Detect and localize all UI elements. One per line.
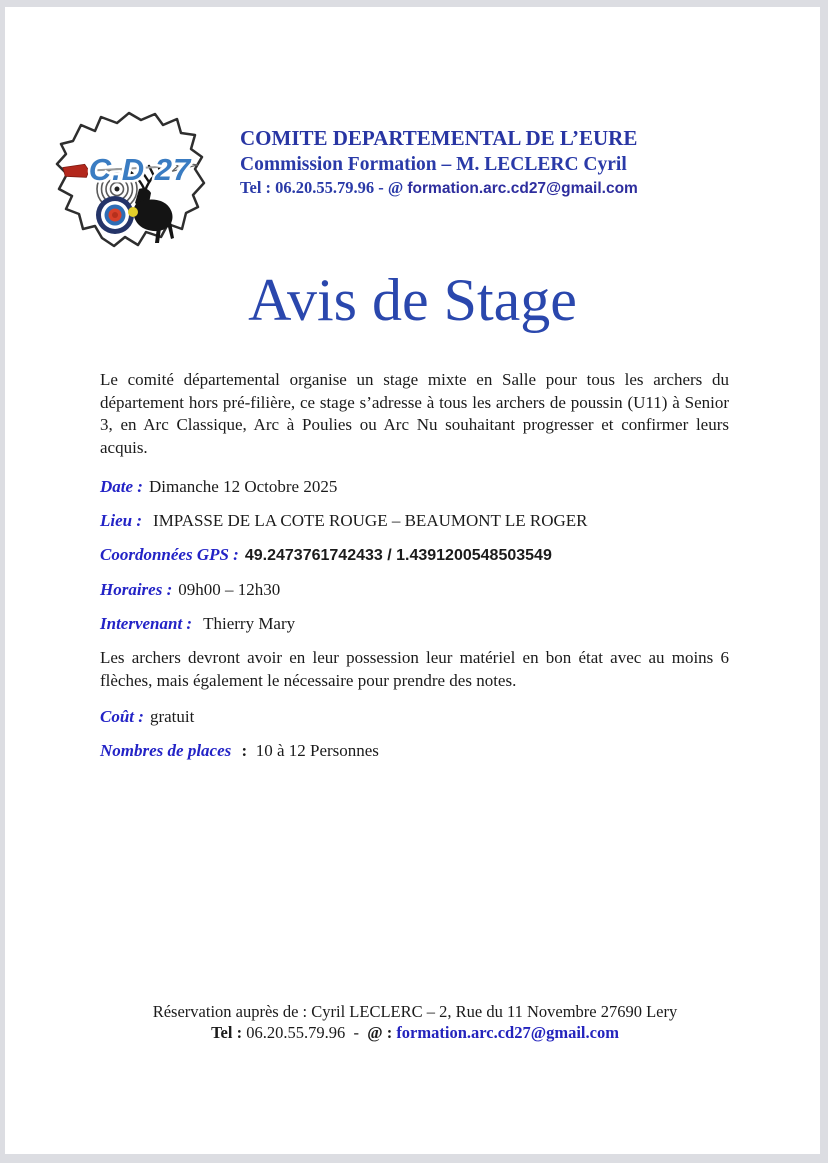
- footer-email: formation.arc.cd27@gmail.com: [396, 1022, 619, 1042]
- cd27-logo-graphic: [45, 103, 215, 253]
- places-label: Nombres de places: [100, 741, 232, 760]
- cout-value: gratuit: [149, 707, 195, 726]
- intro-paragraph: Le comité départemental organise un stage mixte en Salle pour tous les archers du département hors pré-filière, ce stage s’adresse à tous les archers de poussin (U11) à Senior 3, en Arc Classique, Arc à Poulies ou Arc Nu souhaitant progresser et confirmer leurs acquis.: [100, 370, 729, 457]
- date-label: Date :: [100, 477, 143, 496]
- detail-row-intervenant: [100, 613, 729, 634]
- cd27-logo: [45, 103, 215, 253]
- horaires-label: Horaires :: [100, 580, 173, 599]
- detail-row-date: [100, 476, 729, 497]
- detail-row-gps: [100, 544, 729, 566]
- document-body: [100, 369, 729, 774]
- detail-row-lieu: [100, 510, 729, 531]
- horaires-value: 09h00 – 12h30: [178, 580, 281, 599]
- logo-text: C.D 27: [88, 152, 192, 187]
- date-value: Dimanche 12 Octobre 2025: [148, 477, 338, 496]
- footer: [65, 1002, 765, 1043]
- footer-tel-number: 06.20.55.79.96: [246, 1022, 346, 1042]
- commission-line: Commission Formation – M. LECLERC Cyril: [240, 154, 627, 175]
- gps-value: 49.2473761742433 / 1.4391200548503549: [244, 547, 552, 564]
- gps-label: Coordonnées GPS :: [100, 545, 239, 564]
- places-colon: :: [237, 741, 256, 760]
- footer-separator: -: [345, 1022, 368, 1042]
- lieu-label: Lieu :: [100, 511, 143, 530]
- equipment-paragraph: Les archers devront avoir en leur possession leur matériel en bon état avec au moins 6 flèches, mais également le nécessaire pour prendre des notes.: [100, 648, 729, 690]
- cout-label: Coût :: [100, 707, 144, 726]
- detail-row-horaires: [100, 579, 729, 600]
- yellow-dot: [128, 207, 138, 217]
- org-name: COMITE DEPARTEMENTAL DE L’EURE: [240, 126, 638, 150]
- header-tel: Tel : 06.20.55.79.96 - @: [240, 178, 408, 197]
- reservation-line: Réservation auprès de : Cyril LECLERC – 2, Rue du 11 Novembre 27690 Lery: [152, 1002, 678, 1021]
- lieu-value: IMPASSE DE LA COTE ROUGE – BEAUMONT LE ROGER: [153, 511, 588, 530]
- letterhead: [240, 126, 660, 199]
- footer-at: @ :: [367, 1022, 397, 1042]
- intervenant-label: Intervenant :: [100, 614, 193, 633]
- color-target-icon: [96, 196, 134, 234]
- intervenant-value: Thierry Mary: [203, 614, 296, 633]
- footer-contact-line: [65, 1023, 765, 1044]
- header-email: formation.arc.cd27@gmail.com: [407, 180, 638, 197]
- header-contact-line: [240, 177, 660, 199]
- detail-row-cout: [100, 706, 729, 727]
- places-value: 10 à 12 Personnes: [255, 741, 379, 760]
- footer-tel-label: Tel :: [211, 1022, 247, 1042]
- document-page: [5, 7, 820, 1154]
- page-title: Avis de Stage: [248, 267, 577, 333]
- detail-row-places: [100, 740, 729, 761]
